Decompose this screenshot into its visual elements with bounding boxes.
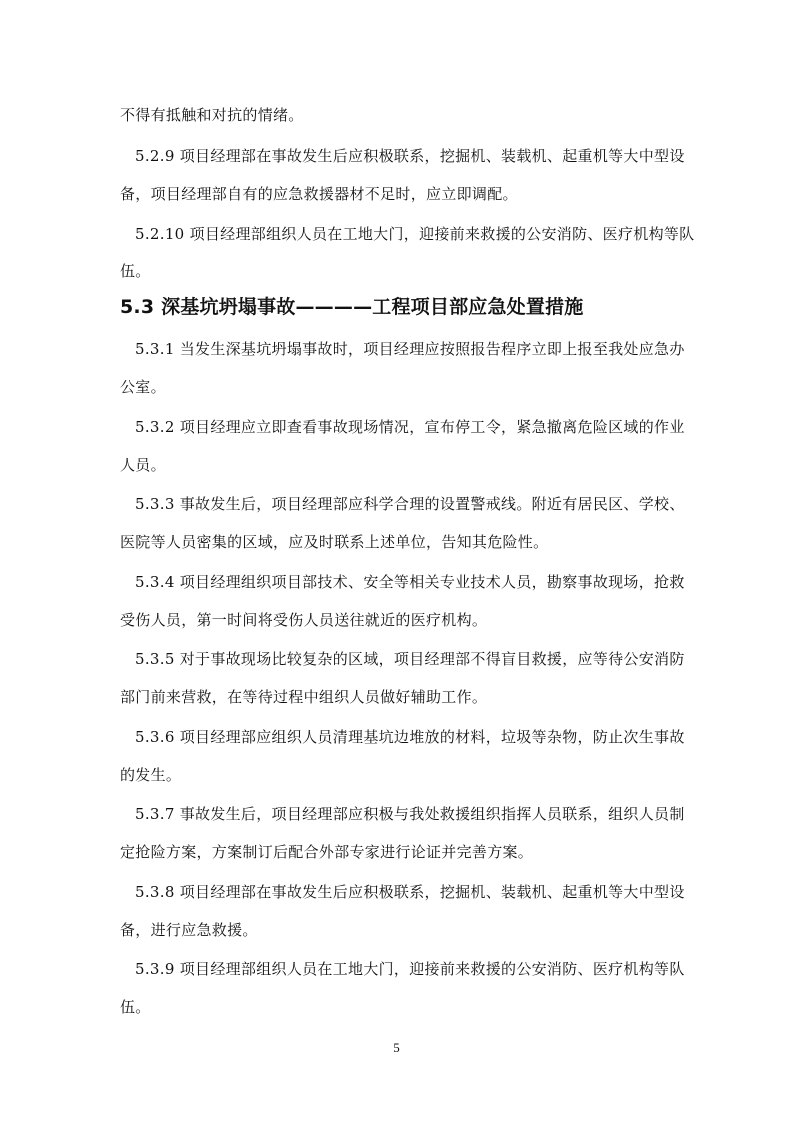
text-line: 备，进行应急救援。: [120, 921, 258, 939]
text-line: 5.3.7 事故发生后，项目经理部应积极与我处救援组织指挥人员联系，组织人员制: [135, 805, 685, 823]
section-heading: 5.3 深基坑坍塌事故————工程项目部应急处置措施: [120, 296, 584, 318]
text-line: 不得有抵触和对抗的情绪。: [120, 106, 304, 124]
text-line: 伍。: [120, 998, 151, 1016]
text-line: 定抢险方案，方案制订后配合外部专家进行论证并完善方案。: [120, 843, 534, 861]
text-line: 5.3.4 项目经理组织项目部技术、安全等相关专业技术人员，勘察事故现场，抢救: [135, 573, 685, 591]
text-line: 5.3.6 项目经理部应组织人员清理基坑边堆放的材料，垃圾等杂物，防止次生事故: [135, 728, 685, 746]
text-line: 部门前来营救，在等待过程中组织人员做好辅助工作。: [120, 688, 488, 706]
text-line: 备，项目经理部自有的应急救援器材不足时，应立即调配。: [120, 185, 518, 203]
text-line: 5.3.2 项目经理应立即查看事故现场情况，宣布停工令，紧急撤离危险区域的作业: [135, 418, 685, 436]
text-line: 5.3.1 当发生深基坑坍塌事故时，项目经理应按照报告程序立即上报至我处应急办: [135, 340, 685, 358]
text-line: 受伤人员，第一时间将受伤人员送往就近的医疗机构。: [120, 611, 488, 629]
text-line: 伍。: [120, 262, 151, 280]
text-line: 5.3.8 项目经理部在事故发生后应积极联系，挖掘机、装载机、起重机等大中型设: [135, 883, 685, 901]
page-number: 5: [393, 1040, 400, 1055]
text-line: 5.3.3 事故发生后，项目经理部应科学合理的设置警戒线。附近有居民区、学校、: [135, 495, 685, 513]
text-line: 5.3.9 项目经理部组织人员在工地大门，迎接前来救援的公安消防、医疗机构等队: [135, 960, 685, 978]
text-line: 公室。: [120, 378, 166, 396]
text-line: 的发生。: [120, 766, 182, 784]
text-line: 5.2.10 项目经理部组织人员在工地大门，迎接前来救援的公安消防、医疗机构等队: [135, 225, 695, 243]
text-line: 医院等人员密集的区域，应及时联系上述单位，告知其危险性。: [120, 533, 549, 551]
text-line: 5.3.5 对于事故现场比较复杂的区域，项目经理部不得盲目救援，应等待公安消防: [135, 650, 685, 668]
text-line: 人员。: [120, 456, 166, 474]
text-line: 5.2.9 项目经理部在事故发生后应积极联系，挖掘机、装载机、起重机等大中型设: [135, 147, 685, 165]
